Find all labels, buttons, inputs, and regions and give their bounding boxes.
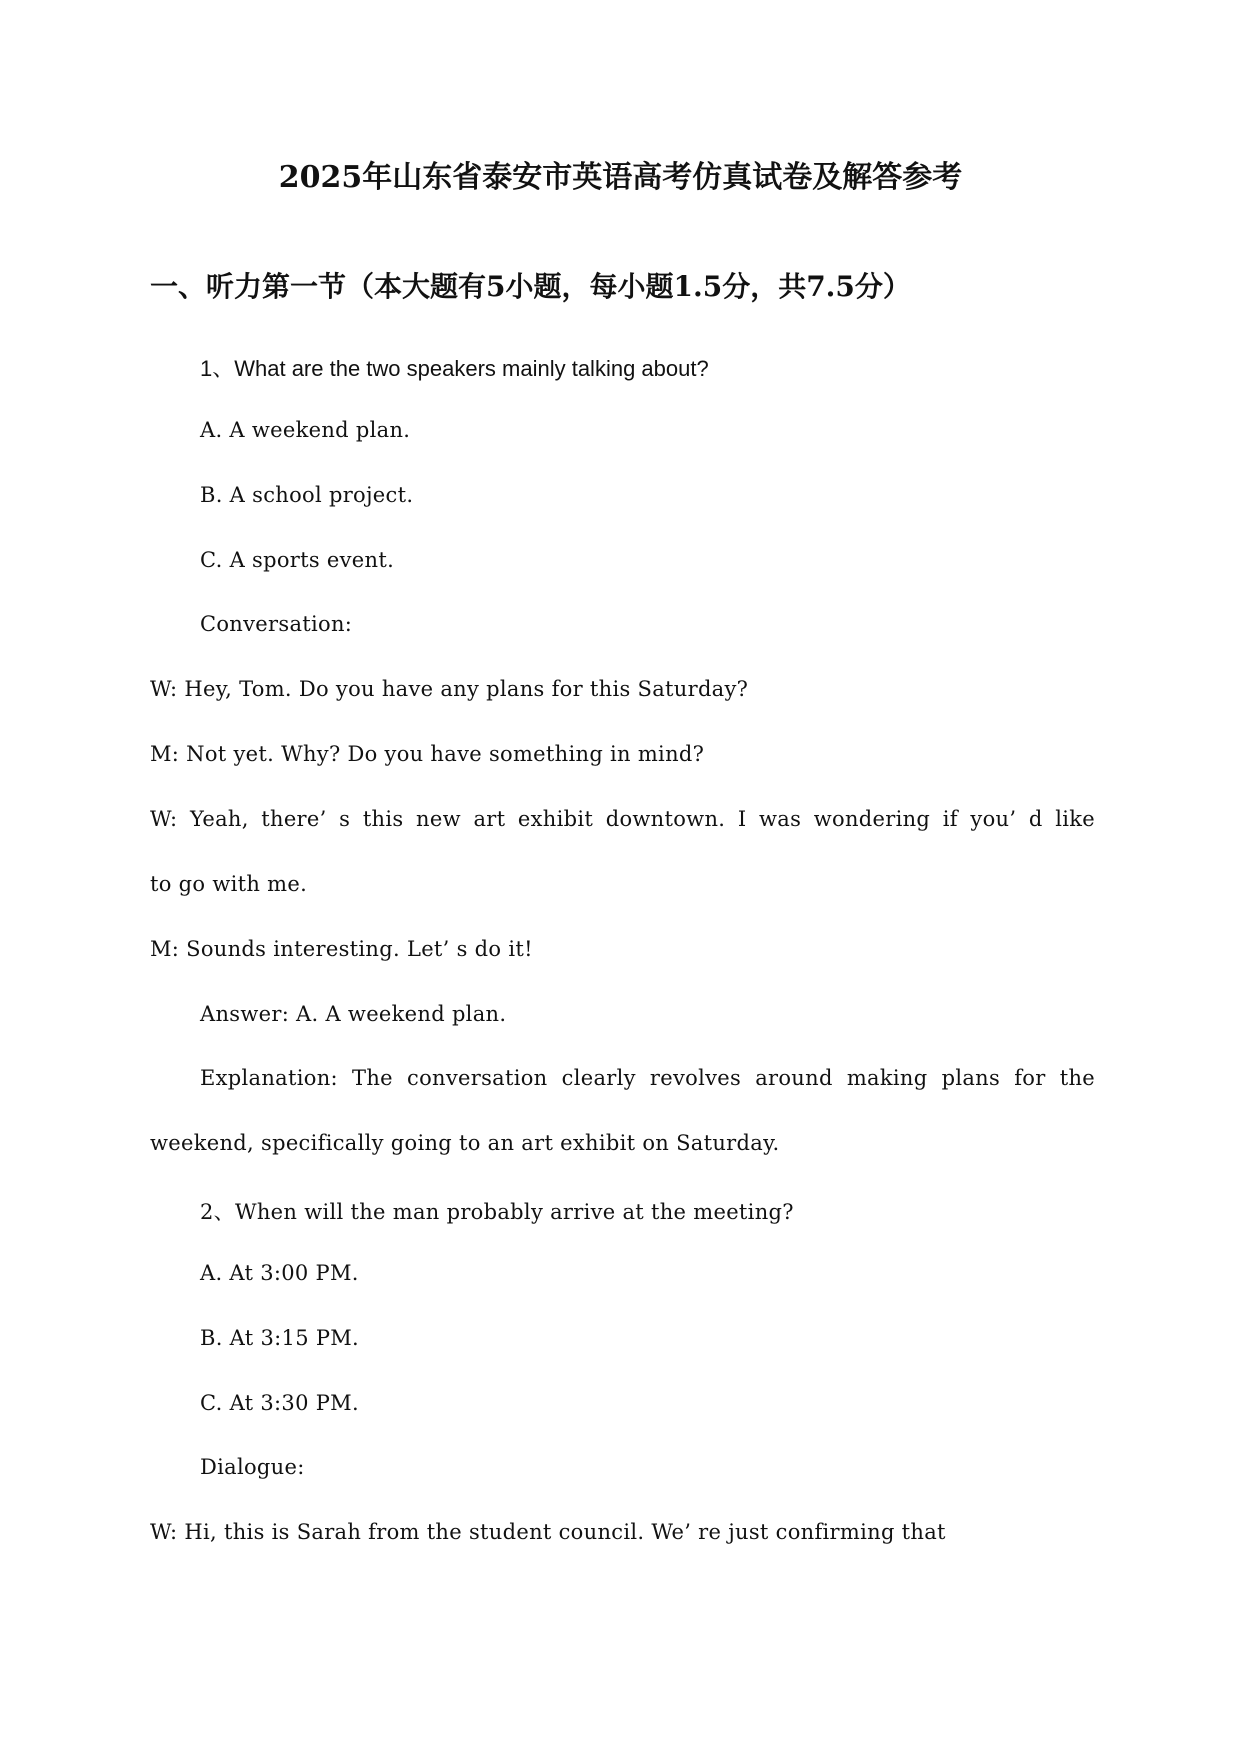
explanation-line-continued: weekend, specifically going to an art exhibit on Saturday. <box>150 1131 780 1155</box>
dialogue-label: Dialogue: <box>200 1455 305 1479</box>
dialogue-line: M: Sounds interesting. Let’ s do it! <box>150 937 533 961</box>
section-heading: 一、听力第一节（本大题有5小题，每小题1.5分，共7.5分） <box>150 270 911 303</box>
question-2-option-c: C. At 3:30 PM. <box>200 1391 359 1415</box>
dialogue-line: W: Hey, Tom. Do you have any plans for this Saturday? <box>150 677 749 701</box>
question-1-option-b: B. A school project. <box>200 483 414 507</box>
document-title: 2025年山东省泰安市英语高考仿真试卷及解答参考 <box>278 160 963 195</box>
question-2: 2、When will the man probably arrive at the meeting? <box>200 1200 794 1224</box>
answer-line: Answer: A. A weekend plan. <box>200 1002 507 1026</box>
question-2-option-a: A. At 3:00 PM. <box>200 1261 359 1285</box>
dialogue-line-continued: to go with me. <box>150 872 308 896</box>
question-2-option-b: B. At 3:15 PM. <box>200 1326 360 1350</box>
question-1-option-c: C. A sports event. <box>200 548 395 572</box>
dialogue-line: W: Hi, this is Sarah from the student council. We’ re just confirming that <box>150 1520 946 1544</box>
explanation-line: Explanation: The conversation clearly revolves around making plans for the <box>200 1066 1095 1090</box>
dialogue-line: M: Not yet. Why? Do you have something in mind? <box>150 742 705 766</box>
question-1-option-a: A. A weekend plan. <box>200 418 411 442</box>
question-1: 1、What are the two speakers mainly talking about? <box>200 356 709 381</box>
conversation-label: Conversation: <box>200 612 353 636</box>
dialogue-line: W: Yeah, there’ s this new art exhibit downtown. I was wondering if you’ d like <box>150 807 1095 831</box>
